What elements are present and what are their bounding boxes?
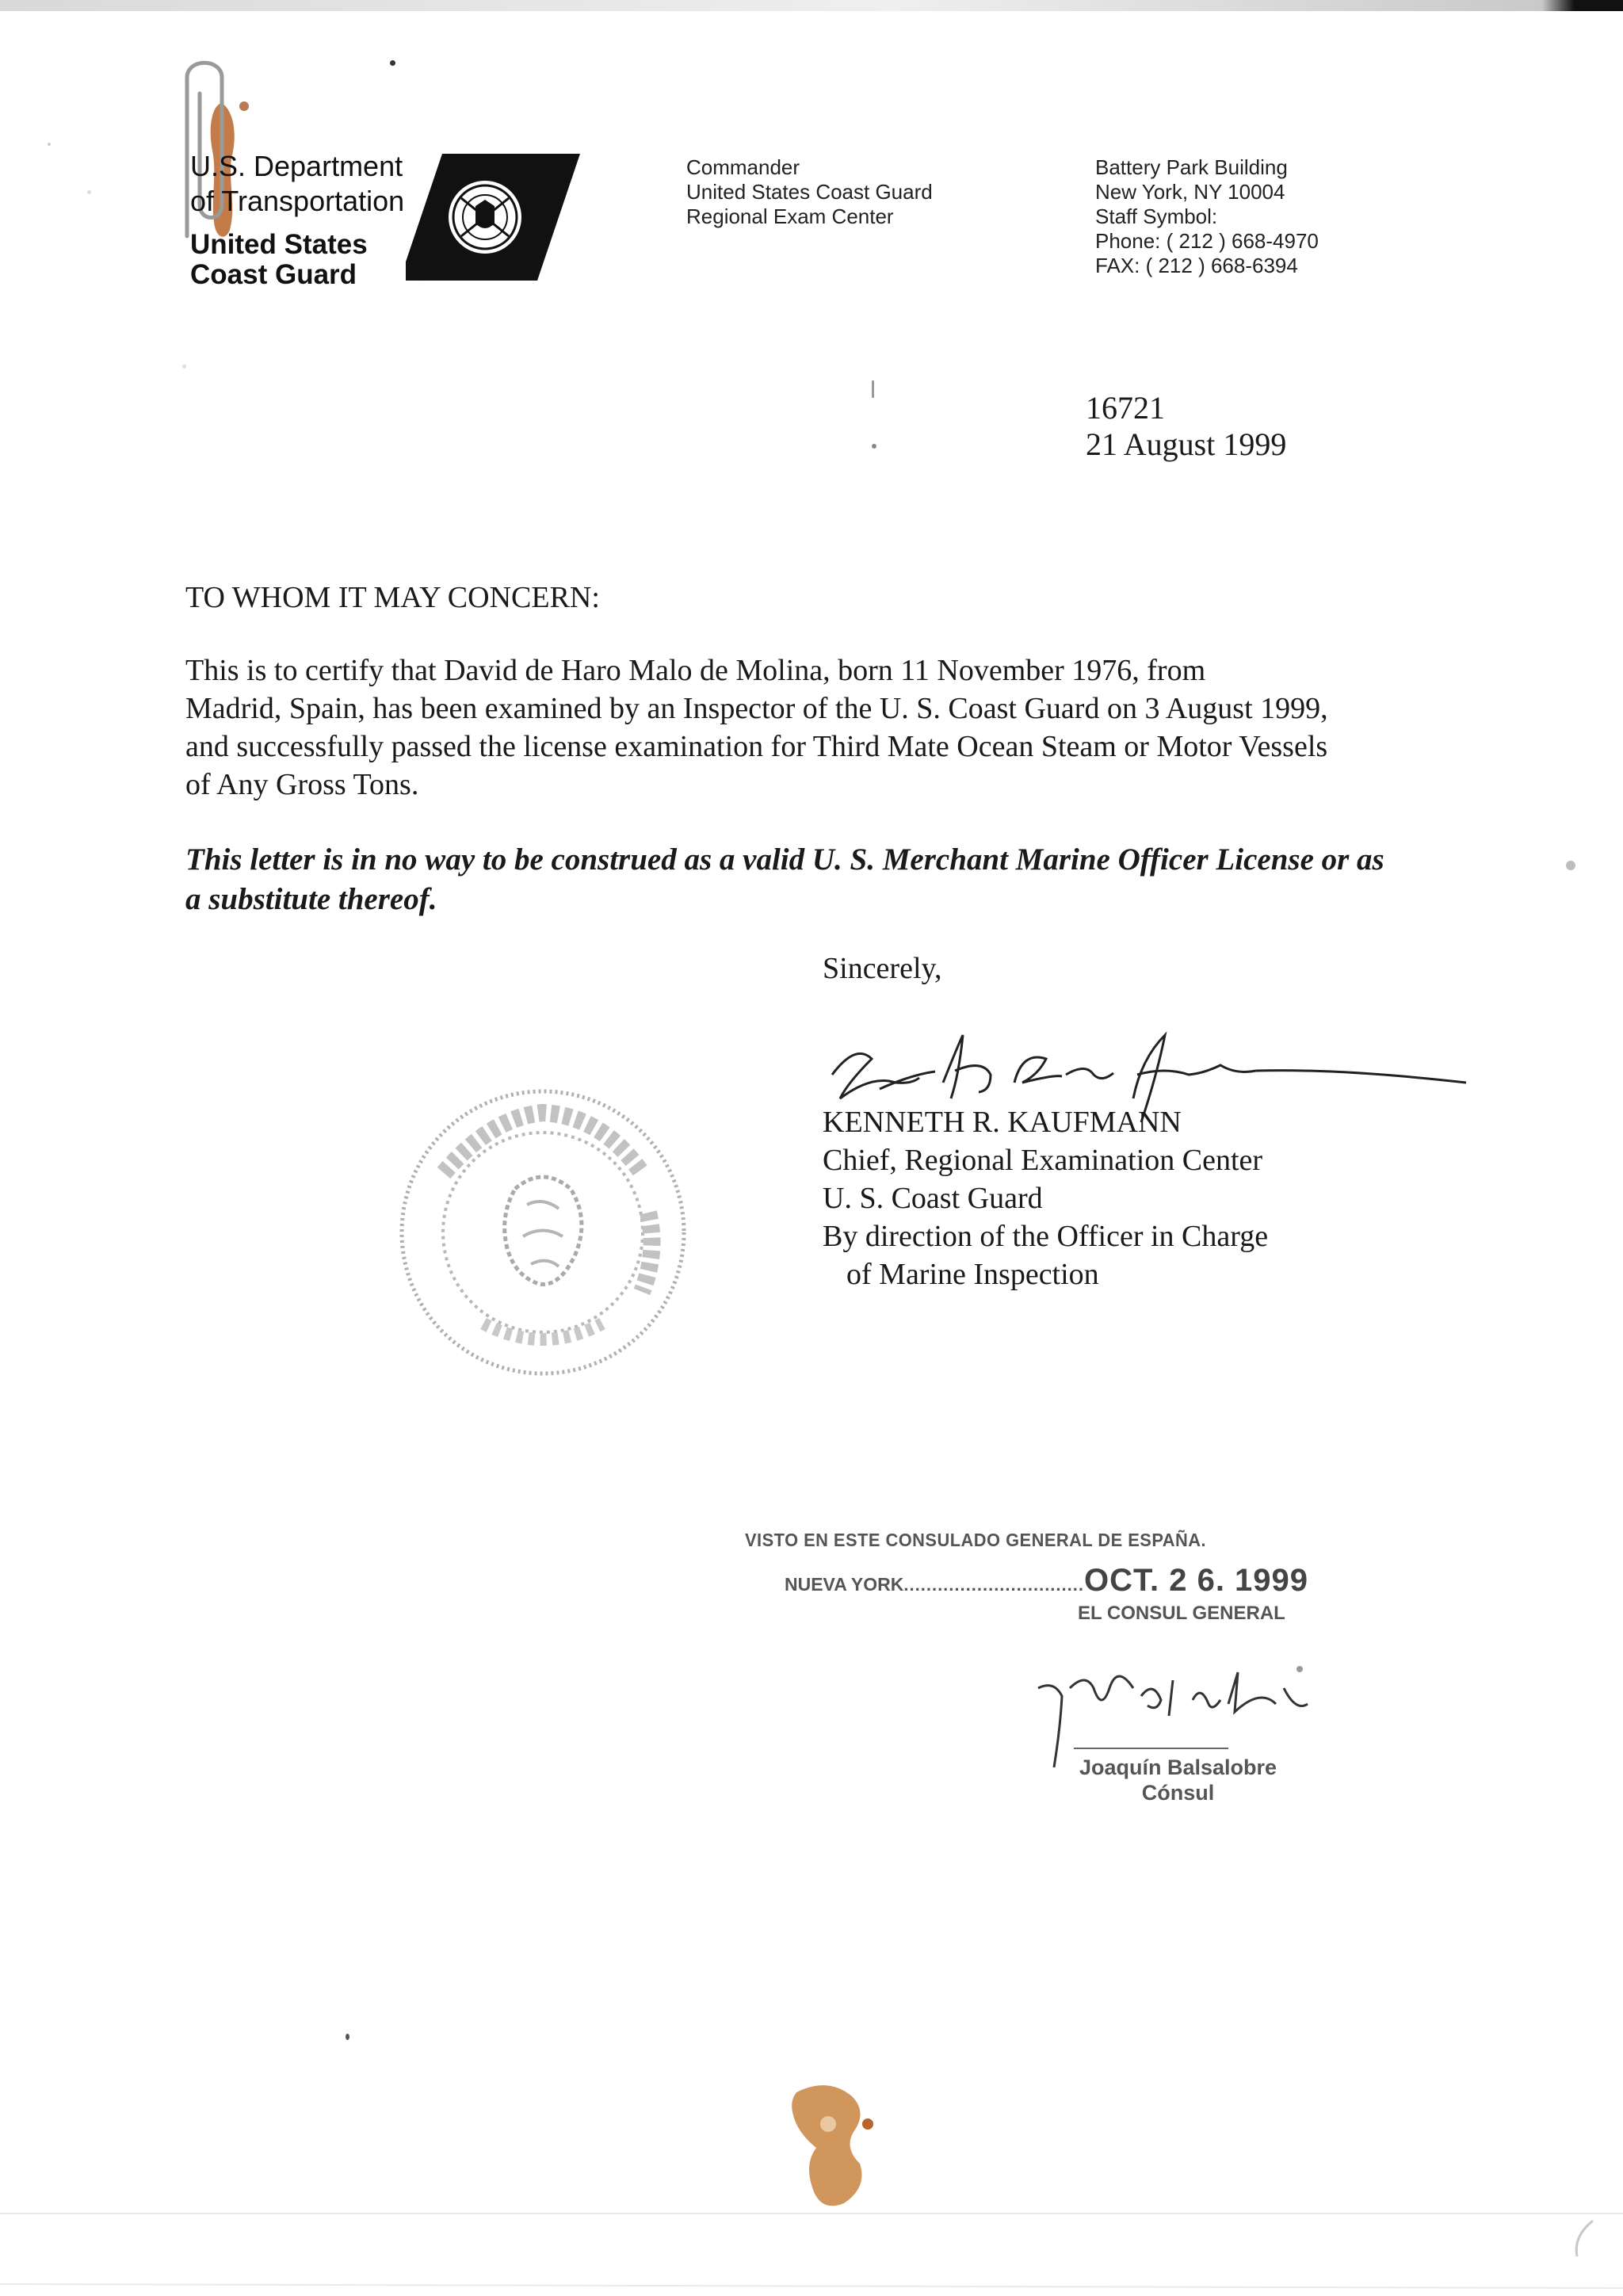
body-line: Madrid, Spain, has been examined by an Inspector of the U. S. Coast Guard on 3 August 1999, (185, 692, 1328, 725)
consul-signature (1022, 1656, 1355, 1767)
department-name (190, 149, 404, 219)
stamp-place-date-row (785, 1563, 1308, 1599)
office-phone: Phone: ( 212 ) 668-4970 (1095, 229, 1319, 253)
body-line: of Any Gross Tons. (185, 768, 419, 801)
coast-guard-emblem-icon (406, 154, 580, 281)
disclaimer (185, 840, 1493, 919)
office-address (1095, 155, 1319, 278)
signer-direction: By direction of the Officer in Charge (823, 1220, 1269, 1253)
disclaimer-line: This letter is in no way to be construed as a valid U. S. Merchant Marine Officer License or as (185, 842, 1384, 877)
consul-title: Cónsul (1141, 1781, 1215, 1805)
consul-signature-line (1074, 1748, 1228, 1749)
sender-line-2: United States Coast Guard (686, 180, 933, 204)
signer-title: Chief, Regional Examination Center (823, 1144, 1263, 1177)
sender-line-3: Regional Exam Center (686, 204, 894, 228)
sender-line-1: Commander (686, 155, 800, 179)
dept-line-2: of Transportation (190, 185, 405, 217)
scan-edge-top (0, 0, 1623, 11)
office-line-1: Battery Park Building (1095, 155, 1288, 179)
signer-org: U. S. Coast Guard (823, 1182, 1043, 1215)
scan-speck (182, 365, 186, 369)
closing: Sincerely, (823, 952, 942, 985)
scan-speck (346, 2034, 349, 2040)
stamp-place: NUEVA YORK (785, 1574, 904, 1595)
scan-speck (1566, 861, 1575, 870)
office-fax: FAX: ( 212 ) 668-6394 (1095, 254, 1298, 277)
reference-number: 16721 (1086, 390, 1165, 426)
office-line-2: New York, NY 10004 (1095, 180, 1285, 204)
letter-date: 21 August 1999 (1086, 426, 1287, 462)
consulate-seal (396, 1086, 689, 1379)
agency-name (190, 230, 368, 290)
scan-edge-bottom (0, 2213, 1623, 2296)
consulate-visa-stamp: VISTO EN ESTE CONSULADO GENERAL DE ESPAÑA. (745, 1530, 1207, 1550)
agency-line-1: United States (190, 229, 368, 260)
scan-speck (872, 444, 876, 449)
scan-speck (87, 190, 91, 194)
sender-address (686, 155, 933, 229)
signer-name: KENNETH R. KAUFMANN (823, 1106, 1182, 1139)
signer-block (823, 1103, 1268, 1293)
signer-direction-cont: of Marine Inspection (846, 1258, 1099, 1291)
disclaimer-line: a substitute thereof. (185, 882, 437, 916)
rust-stain (781, 2076, 892, 2211)
reference-block (1086, 390, 1286, 463)
agency-line-2: Coast Guard (190, 259, 357, 290)
stamp-consul-label: EL CONSUL GENERAL (1078, 1603, 1285, 1624)
body-line: and successfully passed the license examination for Third Mate Ocean Steam or Motor Vessels (185, 730, 1328, 763)
salutation: TO WHOM IT MAY CONCERN: (185, 581, 600, 614)
scan-speck (872, 380, 874, 398)
consul-name: Joaquín Balsalobre (1079, 1755, 1277, 1779)
letter-body (185, 651, 1453, 804)
body-line: This is to certify that David de Haro Malo de Molina, born 11 November 1976, from (185, 654, 1206, 687)
office-line-3: Staff Symbol: (1095, 204, 1218, 228)
scan-speck (390, 60, 395, 66)
scan-speck (48, 143, 51, 146)
consul-identity (1079, 1755, 1277, 1805)
dept-line-1: U.S. Department (190, 150, 403, 182)
stamp-date: OCT. 2 6. 1999 (1083, 1563, 1309, 1598)
stamp-dots: ................................ (903, 1575, 1084, 1595)
